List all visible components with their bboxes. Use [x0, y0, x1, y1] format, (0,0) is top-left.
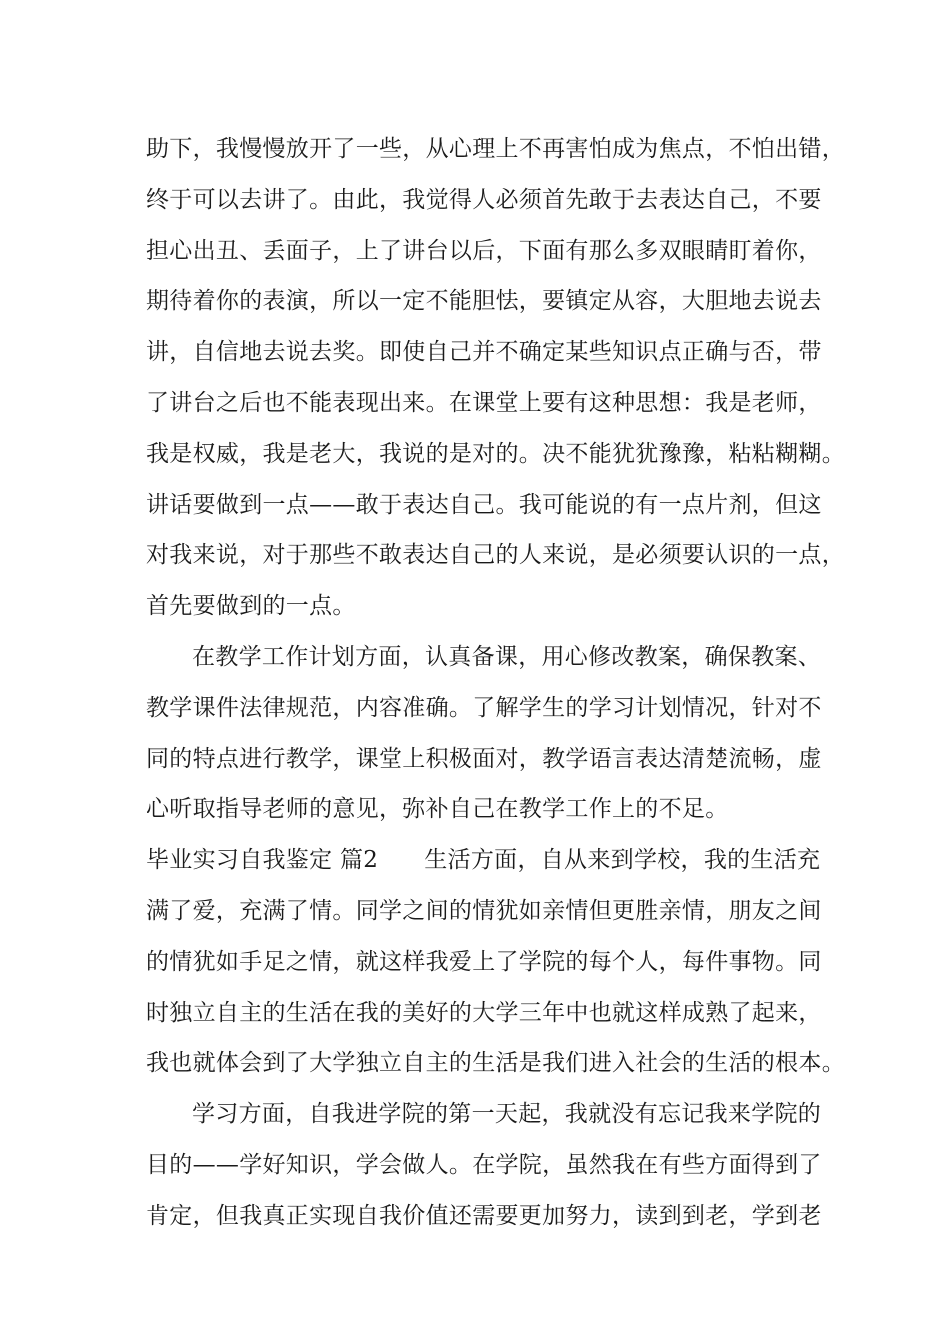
text-line: 讲话要做到一点——敢于表达自己。我可能说的有一点片剂，但这: [146, 491, 822, 518]
text-line: 肯定，但我真正实现自我价值还需要更加努力，读到到老，学到老: [146, 1202, 822, 1229]
text-line: 我也就体会到了大学独立自主的生活是我们进入社会的生活的根本。: [146, 1050, 845, 1077]
text-line: 生活方面，自从来到学校，我的生活充: [424, 847, 821, 874]
section-heading-line: [146, 839, 836, 890]
section-heading: 毕业实习自我鉴定 篇2: [146, 847, 379, 874]
text-line: 目的——学好知识，学会做人。在学院，虽然我在有些方面得到了: [146, 1151, 822, 1178]
text-line: 我是权威，我是老大，我说的是对的。决不能犹犹豫豫，粘粘糊糊。: [146, 440, 845, 467]
text-line: 期待着你的表演，所以一定不能胆怯，要镇定从容，大胆地去说去: [146, 288, 822, 315]
text-line: 心听取指导老师的意见，弥补自己在教学工作上的不足。: [146, 796, 729, 823]
text-line: 满了爱，充满了情。同学之间的情犹如亲情但更胜亲情，朋友之间: [146, 897, 822, 924]
text-line: 同的特点进行教学，课堂上积极面对，教学语言表达清楚流畅，虚: [146, 745, 822, 772]
text-line: 讲，自信地去说去奖。即使自己并不确定某些知识点正确与否，带: [146, 339, 822, 366]
text-line: 教学课件法律规范，内容准确。了解学生的学习计划情况，针对不: [146, 694, 822, 721]
text-line: 了讲台之后也不能表现出来。在课堂上要有这种思想：我是老师，: [146, 389, 822, 416]
document-body: [146, 128, 845, 1246]
text-line: 在教学工作计划方面，认真备课，用心修改教案，确保教案、: [192, 643, 822, 670]
text-line: 时独立自主的生活在我的美好的大学三年中也就这样成熟了起来，: [146, 999, 822, 1026]
text-line: 对我来说，对于那些不敢表达自己的人来说，是必须要认识的一点，: [146, 542, 845, 569]
text-line: 助下，我慢慢放开了一些，从心理上不再害怕成为焦点，不怕出错，: [146, 136, 845, 162]
text-line: 终于可以去讲了。由此，我觉得人必须首先敢于去表达自己，不要: [146, 186, 822, 213]
text-line: 担心出丑、丢面子，上了讲台以后，下面有那么多双眼睛盯着你，: [146, 237, 822, 264]
text-line: 的情犹如手足之情，就这样我爱上了学院的每个人，每件事物。同: [146, 948, 822, 975]
text-line: 首先要做到的一点。: [146, 593, 356, 620]
text-line: 学习方面，自我进学院的第一天起，我就没有忘记我来学院的: [192, 1101, 822, 1128]
